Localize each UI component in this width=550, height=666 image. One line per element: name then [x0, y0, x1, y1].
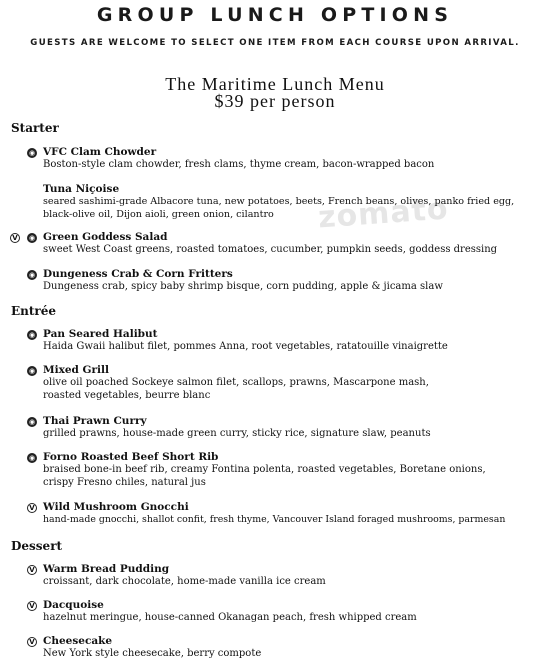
item-description: grilled prawns, house-made green curry, sticky rice, signature slaw, peanuts	[43, 428, 431, 439]
menu-item	[43, 328, 548, 354]
item-description: hazelnut meringue, house-canned Okanagan peach, fresh whipped cream	[43, 612, 417, 623]
menu-header-subtitle: GUESTS ARE WELCOME TO SELECT ONE ITEM FROM EACH COURSE UPON ARRIVAL.	[30, 38, 520, 48]
menu-item	[43, 501, 548, 527]
menu-item	[43, 415, 548, 441]
item-name: Warm Bread Pudding	[43, 563, 170, 575]
ocean-wise-icon: ◉	[28, 366, 36, 375]
menu-item	[43, 563, 548, 589]
section-title-starter: Starter	[11, 121, 59, 135]
menu-item	[43, 183, 548, 221]
item-description: Boston-style clam chowder, fresh clams, thyme cream, bacon-wrapped bacon	[43, 159, 435, 170]
item-description: seared sashimi-grade Albacore tuna, new potatoes, beets, French beans, olives, panko fried egg,	[43, 196, 515, 207]
vegetarian-icon: V	[10, 233, 20, 243]
menu-item	[43, 268, 548, 294]
item-description: black-olive oil, Dijon aioli, green onion, cilantro	[43, 208, 274, 220]
item-description: roasted vegetables, beurre blanc	[43, 389, 211, 401]
ocean-wise-icon: ◉	[28, 270, 36, 279]
menu-name: The Maritime Lunch Menu	[165, 74, 385, 94]
ocean-wise-icon: ◉	[28, 417, 36, 426]
item-description: olive oil poached Sockeye salmon filet, scallops, prawns, Mascarpone mash,	[43, 377, 429, 388]
menu-price: $39 per person	[214, 91, 336, 111]
menu-item	[43, 146, 548, 172]
item-description: Haida Gwaii halibut filet, pommes Anna, root vegetables, ratatouille vinaigrette	[43, 341, 448, 352]
item-description: hand-made gnocchi, shallot confit, fresh thyme, Vancouver Island foraged mushrooms, parmesan	[43, 514, 506, 525]
item-name: Mixed Grill	[43, 364, 110, 376]
item-description: sweet West Coast greens, roasted tomatoes, cucumber, pumpkin seeds, goddess dressing	[43, 244, 498, 255]
vegetarian-icon: V	[27, 503, 37, 513]
item-description: braised bone-in beef rib, creamy Fontina polenta, roasted vegetables, Boretane onions,	[43, 464, 486, 475]
item-description: New York style cheesecake, berry compote	[43, 648, 262, 659]
watermark-logo: zomato	[316, 191, 450, 236]
menu-item	[43, 364, 548, 402]
vegetarian-icon: V	[27, 565, 37, 575]
menu-item	[43, 635, 548, 661]
menu-item	[43, 599, 548, 625]
item-name: Thai Prawn Curry	[43, 415, 147, 427]
item-name: Forno Roasted Beef Short Rib	[43, 451, 219, 463]
item-name: Tuna Niçoise	[43, 183, 120, 195]
section-title-entree: Entrée	[11, 304, 57, 318]
item-name: Cheesecake	[43, 635, 113, 647]
item-description: croissant, dark chocolate, home-made vanilla ice cream	[43, 576, 326, 587]
item-name: Dungeness Crab & Corn Fritters	[43, 268, 233, 280]
menu-item	[43, 451, 548, 489]
item-name: Green Goddess Salad	[43, 231, 168, 243]
ocean-wise-icon: ◉	[28, 148, 36, 157]
vegetarian-icon: V	[27, 637, 37, 647]
item-description: crispy Fresno chiles, natural jus	[43, 476, 206, 488]
item-name: Wild Mushroom Gnocchi	[43, 501, 189, 513]
item-name: VFC Clam Chowder	[43, 146, 157, 158]
section-title-dessert: Dessert	[11, 539, 63, 553]
ocean-wise-icon: ◉	[28, 233, 36, 242]
item-name: Dacquoise	[43, 599, 104, 611]
ocean-wise-icon: ◉	[28, 330, 36, 339]
menu-item	[43, 231, 548, 257]
item-description: Dungeness crab, spicy baby shrimp bisque, corn pudding, apple & jicama slaw	[43, 281, 443, 292]
vegetarian-icon: V	[27, 601, 37, 611]
menu-header-title: GROUP LUNCH OPTIONS	[96, 4, 454, 26]
item-name: Pan Seared Halibut	[43, 328, 158, 340]
ocean-wise-icon: ◉	[28, 453, 36, 462]
